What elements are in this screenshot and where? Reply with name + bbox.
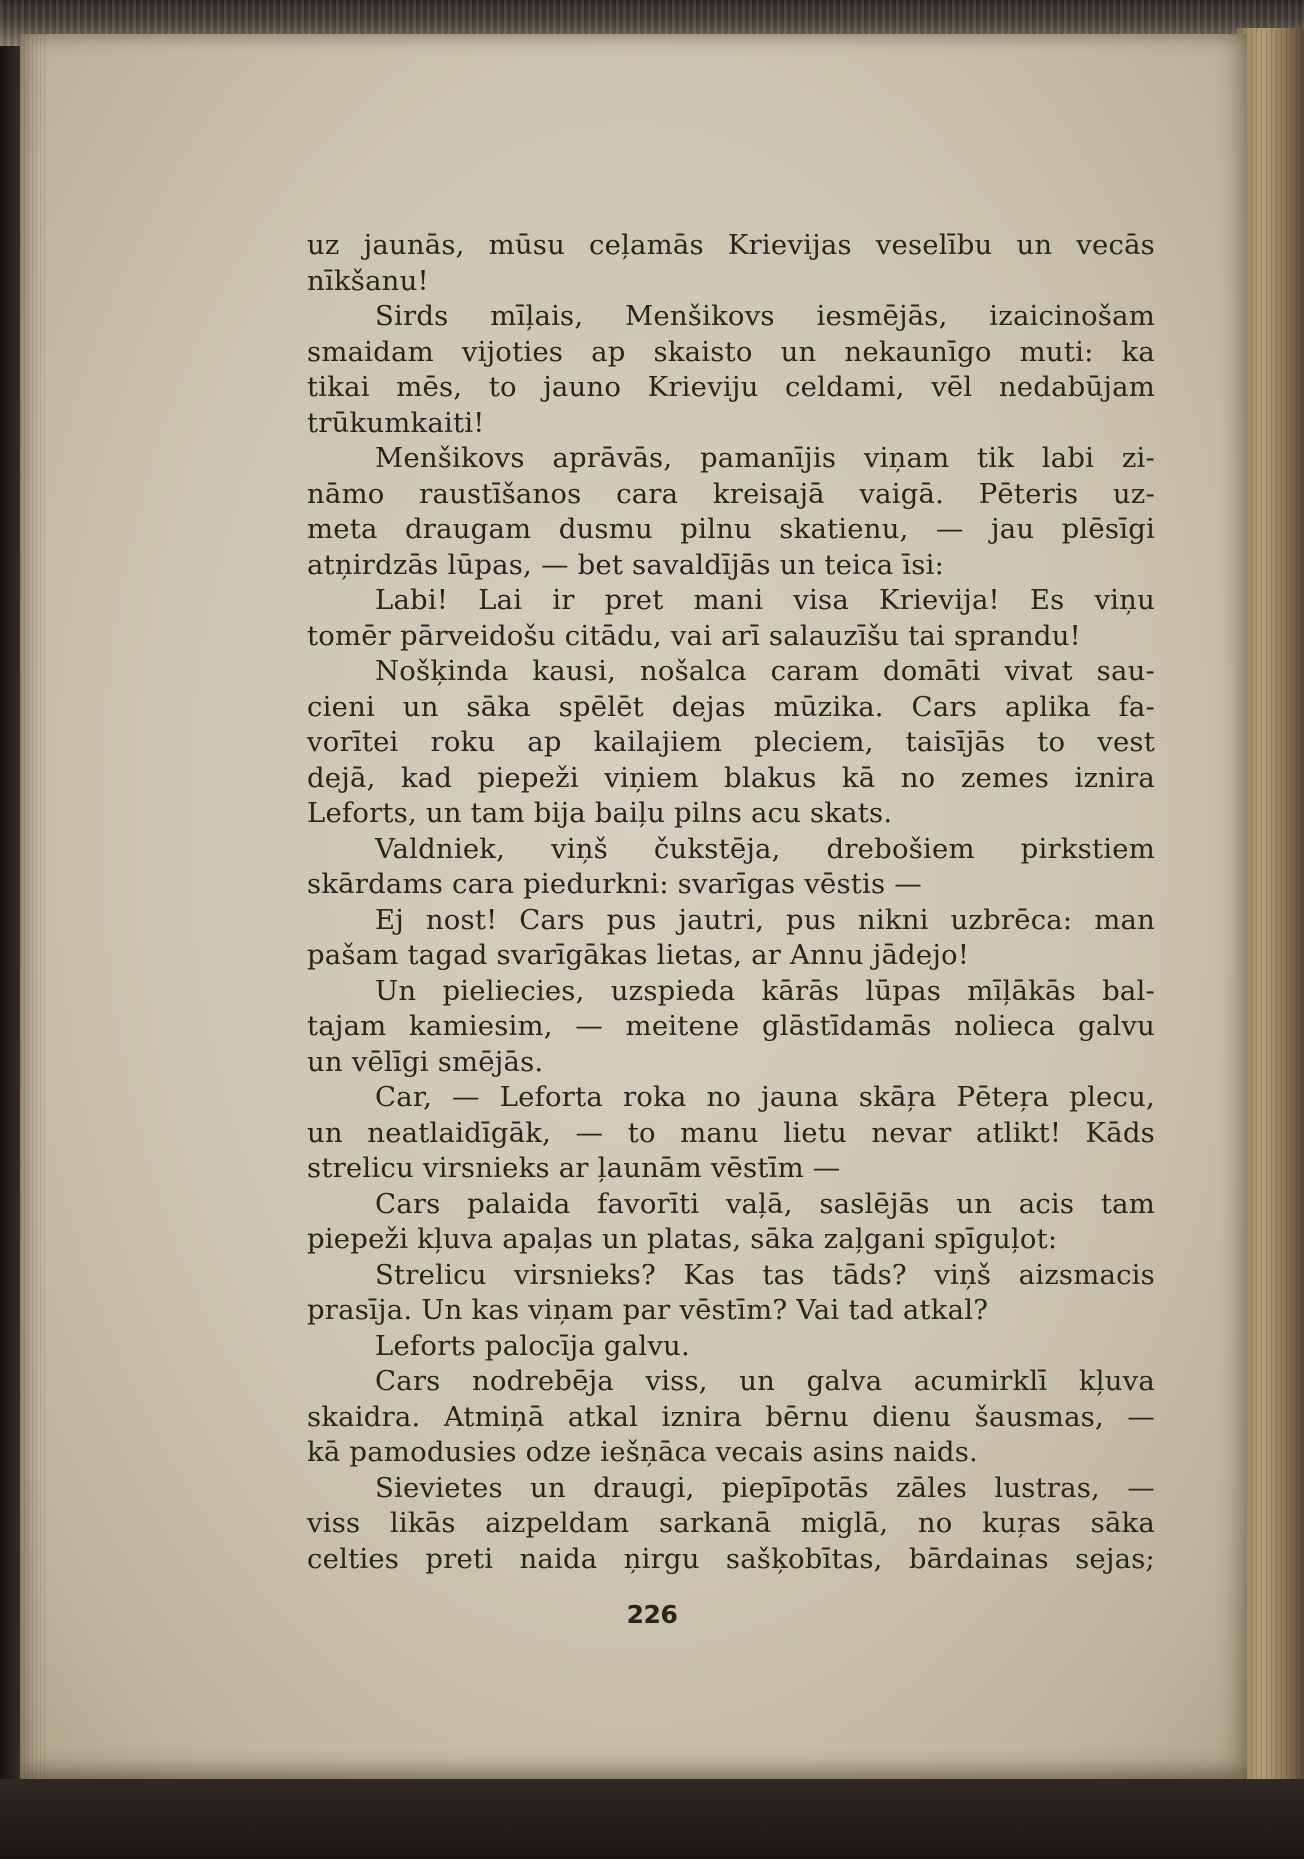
text-line-content: dejā, kad piepeži viņiem blakus kā no zemes iznira [307, 761, 1155, 794]
text-line [307, 619, 1155, 655]
text-line [307, 1258, 1155, 1294]
text-line [307, 264, 1155, 300]
text-line-content: Car, — Leforta roka no jauna skāŗa Pēteŗa plecu, [375, 1081, 1155, 1113]
text-line-content: meta draugam dusmu pilnu skatienu, — jau plēsīgi [307, 513, 1155, 545]
text-line [307, 228, 1155, 264]
text-line [307, 1009, 1155, 1045]
text-line-content: Cars nodrebēja viss, un galva acumirklī kļuva [375, 1365, 1155, 1397]
text-line-content: Sirds mīļais, Menšikovs iesmējās, izaicinošam [375, 300, 1155, 332]
book-bottom-edge [0, 1779, 1304, 1859]
text-line [307, 1400, 1155, 1436]
text-line-content: celties preti naida ņirgu sašķobītas, bārdainas sejas; [307, 1542, 1155, 1575]
text-line-content: Menšikovs aprāvās, pamanījis viņam tik labi zi- [375, 442, 1155, 474]
text-line-content: Sievietes un draugi, piepīpotās zāles lustras, — [375, 1471, 1155, 1504]
text-line [307, 1471, 1155, 1507]
text-line [307, 1222, 1155, 1258]
text-line-content: strelicu virsnieks ar ļaunām vēstīm — [307, 1152, 841, 1184]
text-line-content: nāmo raustīšanos cara kreisajā vaigā. Pēteris uz- [307, 477, 1155, 510]
text-line-content: prasīja. Un kas viņam par vēstīm? Vai tad atkal? [307, 1294, 989, 1326]
text-line-content: Strelicu virsnieks? Kas tas tāds? viņš aizsmacis [375, 1258, 1155, 1291]
text-line-content: trūkumkaiti! [307, 406, 485, 439]
text-line-content: Leforts palocīja galvu. [375, 1329, 690, 1362]
text-line [307, 1542, 1155, 1578]
text-line [307, 1364, 1155, 1400]
text-line-content: Valdniek, viņš čukstēja, drebošiem pirkstiem [375, 832, 1155, 865]
text-line [307, 441, 1155, 477]
text-line-content: tikai mēs, to jauno Krieviju celdami, vēl nedabūjam [307, 371, 1155, 403]
text-line-content: Un pieliecies, uzspieda kārās lūpas mīļākās bal- [375, 974, 1155, 1007]
text-line [307, 1187, 1155, 1223]
text-line [307, 1506, 1155, 1542]
text-line [307, 1116, 1155, 1152]
text-line-content: un neatlaidīgāk, — to manu lietu nevar atlikt! Kāds [307, 1116, 1155, 1149]
text-line [307, 654, 1155, 690]
text-line [307, 938, 1155, 974]
text-line [307, 299, 1155, 335]
text-line-content: nīkšanu! [307, 264, 429, 297]
text-line [307, 512, 1155, 548]
text-line [307, 796, 1155, 832]
text-line-content: atņirdzās lūpas, — bet savaldījās un teica īsi: [307, 548, 945, 581]
text-line [307, 974, 1155, 1010]
text-line-content: skaidra. Atmiņā atkal iznira bērnu dienu šausmas, — [307, 1400, 1155, 1433]
text-line [307, 867, 1155, 903]
text-line-content: piepeži kļuva apaļas un platas, sāka zaļgani spīguļot: [307, 1223, 1058, 1255]
text-line-content: Ej nost! Cars pus jautri, pus nikni uzbrēca: man [375, 903, 1155, 936]
text-line [307, 1329, 1155, 1365]
text-line [307, 583, 1155, 619]
text-line-content: viss likās aizpeldam sarkanā miglā, no kuŗas sāka [307, 1507, 1155, 1539]
text-line [307, 548, 1155, 584]
text-line-content: skārdams cara piedurkni: svarīgas vēstis — [307, 868, 922, 900]
text-line [307, 335, 1155, 371]
text-line-content: un vēlīgi smējās. [307, 1045, 544, 1078]
text-line-content: tajam kamiesim, — meitene glāstīdamās nolieca galvu [307, 1010, 1155, 1042]
page-gutter [20, 34, 46, 1779]
text-line [307, 406, 1155, 442]
text-line-content: Labi! Lai ir pret mani visa Krievija! Es viņu [375, 584, 1155, 616]
text-line-content: Nošķinda kausi, nošalca caram domāti vivat sau- [375, 655, 1155, 687]
text-line-content: pašam tagad svarīgākas lietas, ar Annu jādejo! [307, 939, 970, 971]
text-line [307, 761, 1155, 797]
text-line [307, 1293, 1155, 1329]
text-line-content: kā pamodusies odze iešņāca vecais asins naids. [307, 1436, 978, 1468]
text-line [307, 477, 1155, 513]
text-line [307, 832, 1155, 868]
text-line-content: Leforts, un tam bija baiļu pilns acu skats. [307, 797, 893, 829]
text-line-content: uz jaunās, mūsu ceļamās Krievijas veselību un vecās [307, 229, 1155, 261]
text-line [307, 370, 1155, 406]
text-line-content: cieni un sāka spēlēt dejas mūzika. Cars aplika fa- [307, 690, 1155, 723]
text-line [307, 725, 1155, 761]
text-line-content: vorītei roku ap kailajiem pleciem, taisījās to vest [307, 726, 1155, 758]
text-line [307, 1435, 1155, 1471]
page-body-text [307, 228, 1155, 1577]
text-line [307, 1080, 1155, 1116]
text-line [307, 903, 1155, 939]
page-number: 226 [626, 1600, 678, 1629]
text-line [307, 690, 1155, 726]
text-line [307, 1151, 1155, 1187]
text-line [307, 1045, 1155, 1081]
text-line-content: Cars palaida favorīti vaļā, saslējās un acis tam [375, 1187, 1155, 1220]
text-line-content: smaidam vijoties ap skaisto un nekaunīgo muti: ka [307, 335, 1155, 368]
text-line-content: tomēr pārveidošu citādu, vai arī salauzīšu tai sprandu! [307, 619, 1081, 652]
